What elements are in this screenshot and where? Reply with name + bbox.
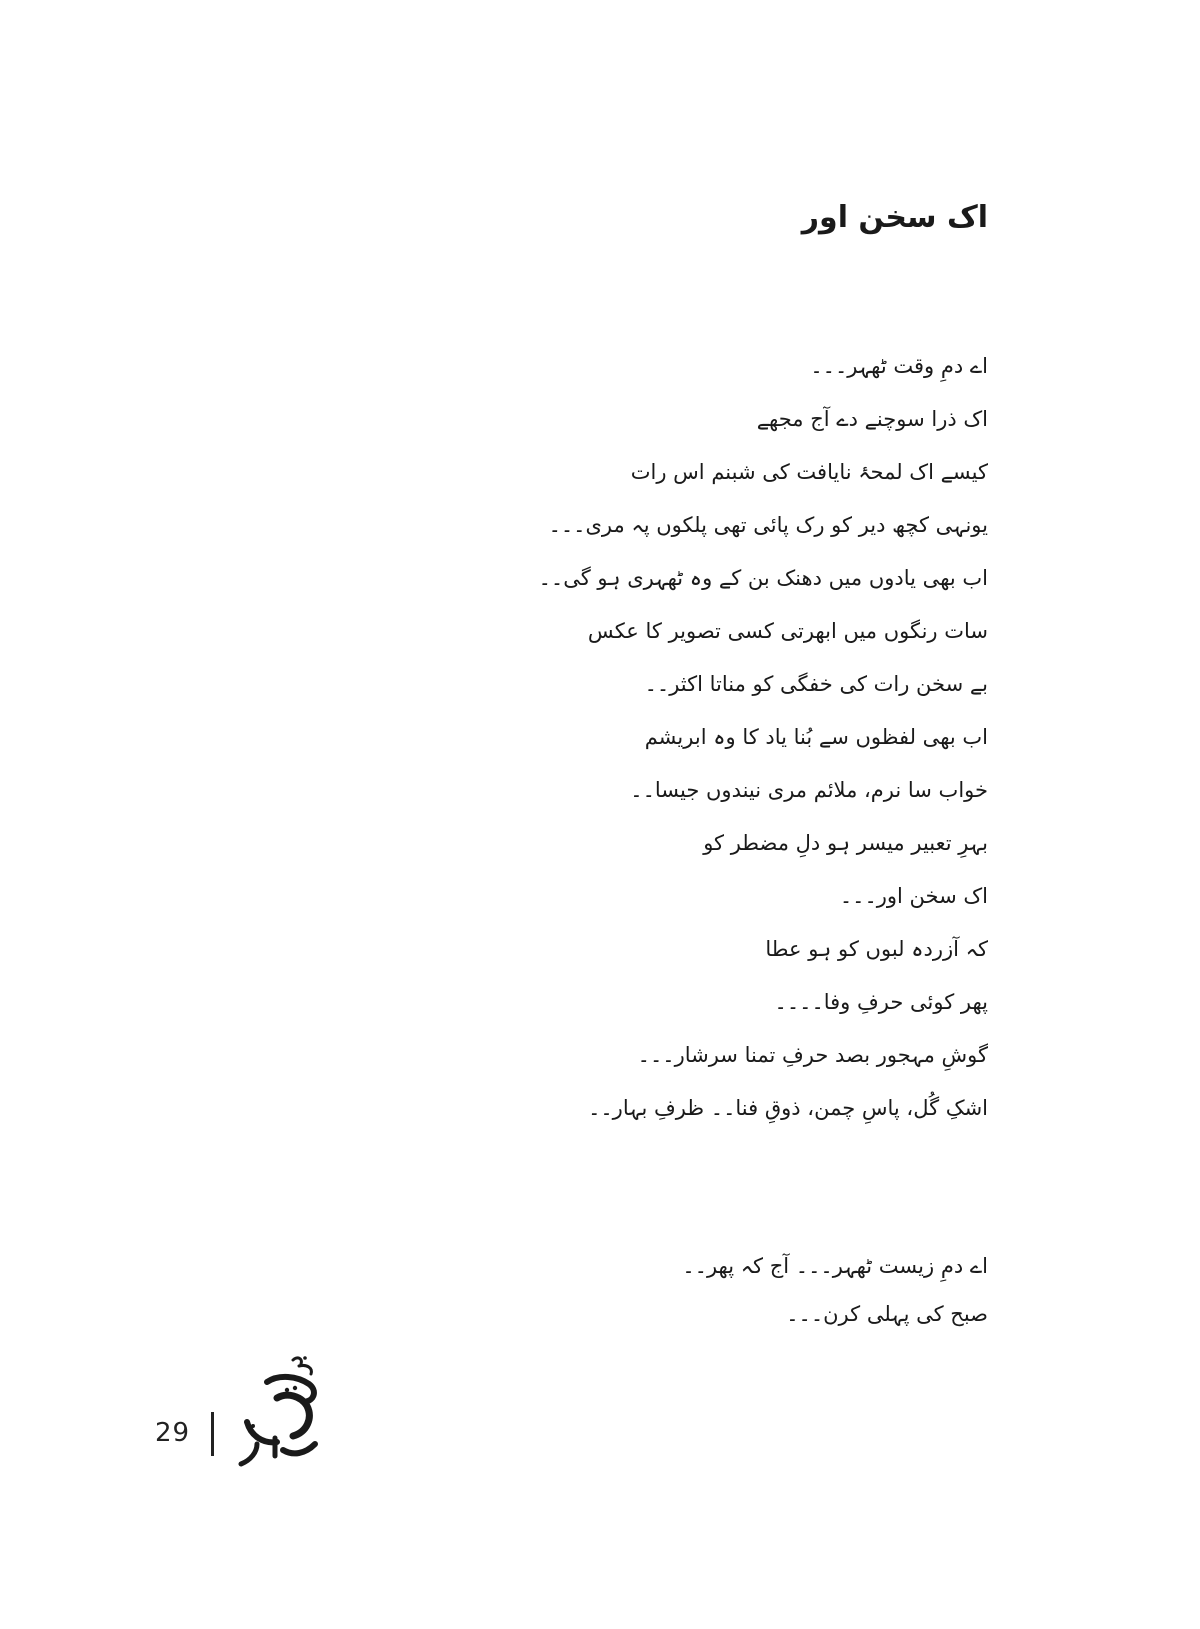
poem-line: کہ آزردہ لبوں کو ہو عطا <box>765 937 988 961</box>
poem-line: صبح کی پہلی کرن۔۔۔ <box>786 1302 988 1326</box>
poem-line: گوشِ مہجور بصد حرفِ تمنا سرشار۔۔۔ <box>637 1043 988 1067</box>
calligraphy-logo-icon <box>227 1352 337 1472</box>
poem-line: خواب سا نرم، ملائم مری نیندوں جیسا۔۔ <box>630 778 988 802</box>
page-footer <box>155 1352 355 1472</box>
poem-line: اک سخن اور۔۔۔ <box>839 884 988 908</box>
poem-line: اک ذرا سوچنے دے آج مجھے <box>756 407 988 431</box>
poem-line: پھر کوئی حرفِ وفا۔۔۔۔ <box>774 990 988 1014</box>
poem-line: بے سخن رات کی خفگی کو مناتا اکثر۔۔ <box>644 672 988 696</box>
poem-line: اے دمِ زیست ٹھہر۔۔۔ آج کہ پھر۔۔ <box>682 1254 988 1278</box>
poem-line: اب بھی یادوں میں دھنک بن کے وہ ٹھہری ہو گی۔۔ <box>538 566 988 590</box>
poem-stanza-2 <box>682 1242 988 1338</box>
poem-line: سات رنگوں میں ابھرتی کسی تصویر کا عکس <box>587 619 988 643</box>
poem-line: اے دمِ وقت ٹھہر۔۔۔ <box>810 354 988 378</box>
poem-title: اک سخن اور <box>801 200 988 235</box>
footer-divider <box>211 1412 214 1456</box>
poem-line: یونہی کچھ دیر کو رک پائی تھی پلکوں پہ مری۔۔۔ <box>548 513 988 537</box>
poem-line: بہرِ تعبیر میسر ہو دلِ مضطر کو <box>703 831 988 855</box>
poem-line: اب بھی لفظوں سے بُنا یاد کا وہ ابریشم <box>644 725 988 749</box>
page-number: 29 <box>155 1418 191 1448</box>
poem-line: اشکِ گُل، پاسِ چمن، ذوقِ فنا۔۔ ظرفِ بہار۔۔ <box>588 1096 988 1120</box>
poem-line: کیسے اک لمحۂ نایافت کی شبنم اس رات <box>630 460 988 484</box>
poem-stanza-1 <box>539 340 988 1135</box>
